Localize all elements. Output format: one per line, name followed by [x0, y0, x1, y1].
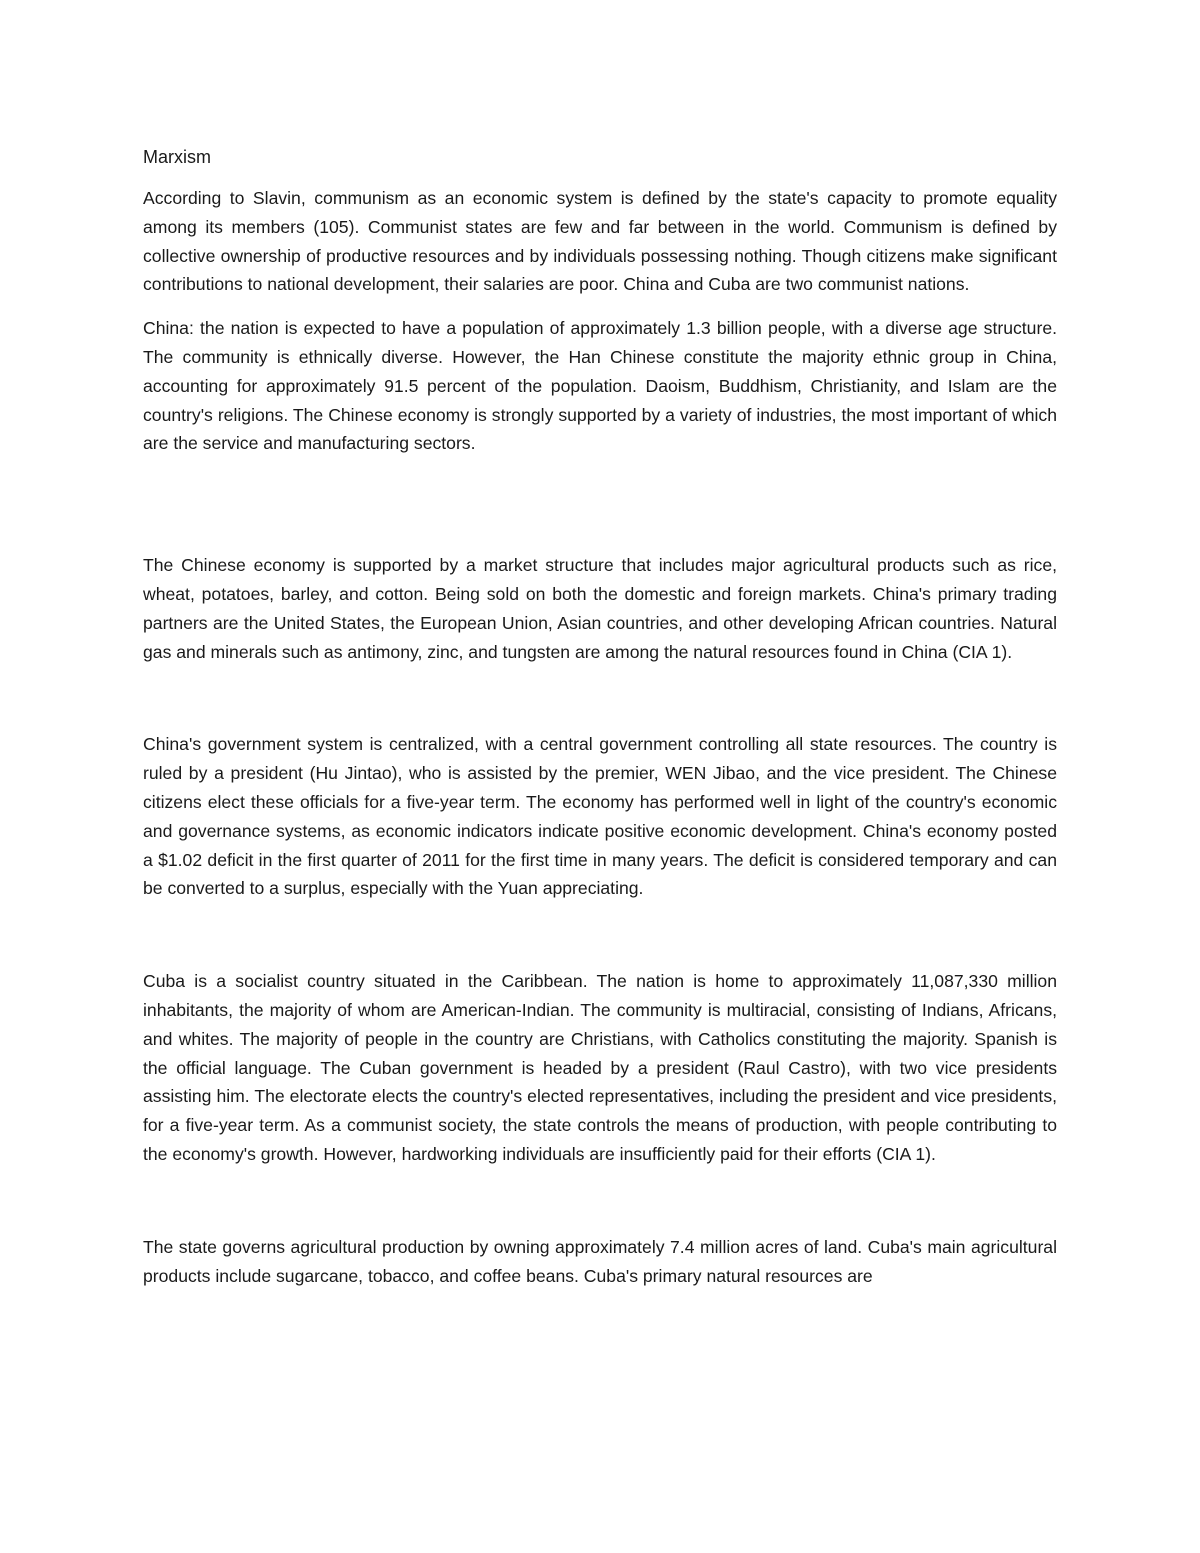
- document-title: Marxism: [143, 147, 211, 167]
- paragraph-cuba-agriculture: The state governs agricultural production by owning approximately 7.4 million acres of land. Cuba's main agricultural products include sugarcane, tobacco, and coffee beans. Cuba's primary natural resources are: [143, 1236, 1057, 1286]
- paragraph-cuba-overview: Cuba is a socialist country situated in the Caribbean. The nation is home to approximately 11,087,330 million inhabitants, the majority of whom are American-Indian. The community is multiracial, consisting of Indians, Africans, and whites. The majority of people in the country are Christians, with Catholics constituting the majority. Spanish is the official language. The Cuban government is headed by a president (Raul Castro), with two vice presidents assisting him. The electorate elects the country's elected representatives, including the president and vice presidents, for a five-year term. As a communist society, the state controls the means of production, with people contributing to the economy's growth. However, hardworking individuals are insufficiently paid for their efforts (CIA 1).: [143, 971, 1057, 1164]
- document-body: [143, 143, 1057, 1290]
- paragraph-china-economy: The Chinese economy is supported by a market structure that includes major agricultural products such as rice, wheat, potatoes, barley, and cotton. Being sold on both the domestic and foreign markets. China's primary trading partners are the United States, the European Union, Asian countries, and other developing African countries. Natural gas and minerals such as antimony, zinc, and tungsten are among the natural resources found in China (CIA 1).: [143, 555, 1057, 662]
- paragraph-china-government: China's government system is centralized, with a central government controlling all state resources. The country is ruled by a president (Hu Jintao), who is assisted by the premier, WEN Jibao, and the vice president. The Chinese citizens elect these officials for a five-year term. The economy has performed well in light of the country's economic and governance systems, as economic indicators indicate positive economic development. China's economy posted a $1.02 deficit in the first quarter of 2011 for the first time in many years. The deficit is considered temporary and can be converted to a surplus, especially with the Yuan appreciating.: [143, 734, 1057, 899]
- paragraph-intro: According to Slavin, communism as an economic system is defined by the state's capacity to promote equality among its members (105). Communist states are few and far between in the world. Communism is defined by collective ownership of productive resources and by individuals possessing nothing. Though citizens make significant contributions to national development, their salaries are poor. China and Cuba are two communist nations.: [143, 188, 1057, 295]
- paragraph-china-population: China: the nation is expected to have a population of approximately 1.3 billion people, with a diverse age structure. The community is ethnically diverse. However, the Han Chinese constitute the majority ethnic group in China, accounting for approximately 91.5 percent of the population. Daoism, Buddhism, Christianity, and Islam are the country's religions. The Chinese economy is strongly supported by a variety of industries, the most important of which are the service and manufacturing sectors.: [143, 318, 1057, 454]
